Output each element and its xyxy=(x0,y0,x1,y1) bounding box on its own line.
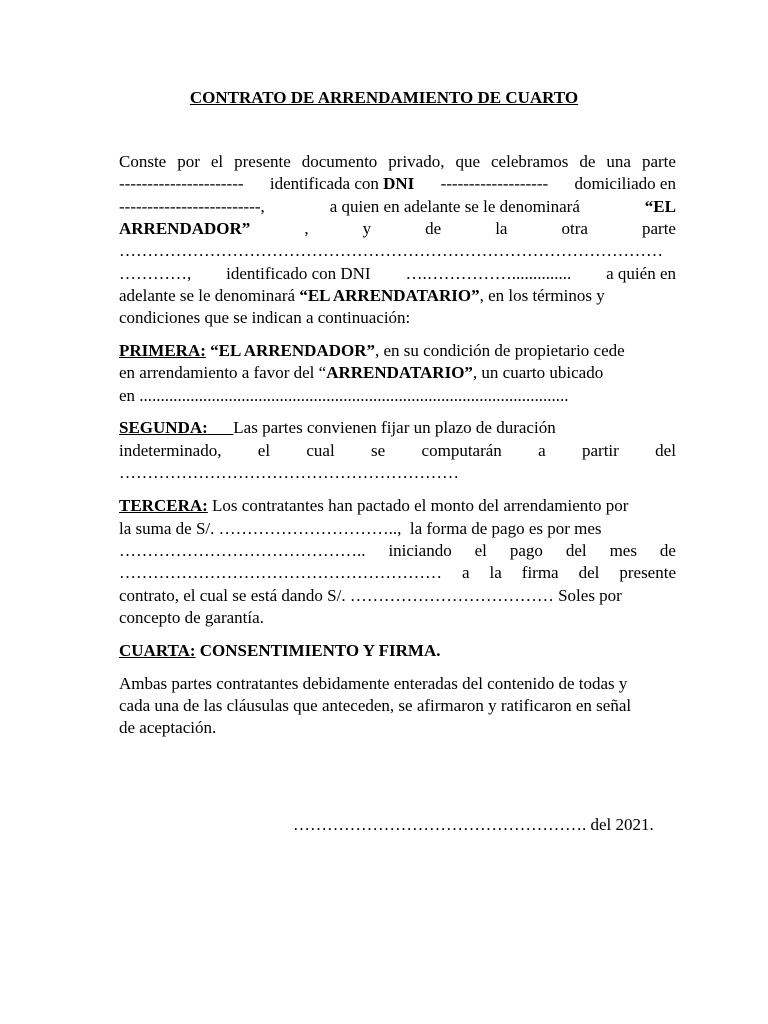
tercera-line-5: contrato, el cual se está dando S/. ……………………………… Soles por xyxy=(119,586,622,605)
intro-line-1 xyxy=(119,151,676,173)
intro-line-8: condiciones que se indican a continuación: xyxy=(119,308,411,327)
word: la xyxy=(495,219,508,238)
word: presente xyxy=(234,152,291,171)
text: a quién en xyxy=(606,264,676,283)
document-title: CONTRATO DE ARRENDAMIENTO DE CUARTO xyxy=(189,88,579,107)
word: cual xyxy=(306,441,335,460)
word: se xyxy=(371,441,386,460)
intro-line-4 xyxy=(119,218,676,240)
word: celebramos xyxy=(491,152,569,171)
word: parte xyxy=(641,152,676,171)
intro-line-7 xyxy=(119,285,676,307)
blank-field: …………………………………….. xyxy=(119,541,366,560)
intro-line-3 xyxy=(119,196,676,218)
date-line: ……………………………………………. del 2021. xyxy=(293,815,654,834)
arrendador-label: ARRENDADOR” xyxy=(119,219,251,238)
text: , en su condición de propietario cede xyxy=(374,341,625,360)
word: de xyxy=(579,152,596,171)
clause-heading: SEGUNDA: xyxy=(119,418,208,437)
intro-line-6 xyxy=(119,263,676,285)
word: documento xyxy=(301,152,378,171)
text: en arrendamiento a favor del “ xyxy=(119,363,327,382)
bold-text: “EL ARRENDADOR” xyxy=(210,341,375,360)
blank-field: ………………………………………………… xyxy=(119,563,442,582)
word: del xyxy=(565,541,587,560)
text: Las partes convienen fijar un plazo de duración xyxy=(233,418,556,437)
word: del xyxy=(578,563,600,582)
word: de xyxy=(425,219,442,238)
text: domiciliado en xyxy=(574,174,676,193)
word: parte xyxy=(641,219,676,238)
tercera-line-3 xyxy=(119,540,676,562)
clause-heading: TERCERA: xyxy=(119,496,208,515)
clause-heading: PRIMERA: xyxy=(119,341,206,360)
word: que xyxy=(455,152,481,171)
word: a xyxy=(538,441,546,460)
blank-field: ---------------------- xyxy=(119,174,244,193)
segunda-line-1 xyxy=(119,417,556,439)
bold-text: “EL xyxy=(644,197,676,216)
word: presente xyxy=(619,563,676,582)
clause-title: CONSENTIMIENTO Y FIRMA. xyxy=(195,641,441,660)
primera-line-3: en ..................................................................................................... xyxy=(119,386,569,405)
tercera-line-6: concepto de garantía. xyxy=(119,608,264,627)
text: identificada con xyxy=(269,174,379,193)
word: computarán xyxy=(421,441,502,460)
text: , en los términos y xyxy=(479,286,605,305)
primera-line-1 xyxy=(119,340,625,362)
word: privado, xyxy=(388,152,445,171)
blank-field: …………, xyxy=(119,264,192,283)
bold-text: ARRENDATARIO” xyxy=(326,363,473,382)
tercera-line-2: la suma de S/. ………………………….., la forma de pago es por mes xyxy=(119,519,602,538)
word: de xyxy=(659,541,676,560)
text-segment xyxy=(270,173,414,195)
word: el xyxy=(210,152,224,171)
word: el xyxy=(474,541,487,560)
blank-field: ------------------- xyxy=(440,174,549,193)
word: mes xyxy=(609,541,637,560)
blank-field: -------------------------, xyxy=(119,197,265,216)
word: una xyxy=(606,152,631,171)
cuarta-heading-line xyxy=(119,640,440,662)
text: adelante se le denominará xyxy=(119,286,296,305)
word: la xyxy=(489,563,502,582)
cuarta-line-3: de aceptación. xyxy=(119,718,217,737)
blank-field: ….…………….............. xyxy=(405,264,572,283)
word: a xyxy=(461,563,470,582)
text: a quien en adelante se le denominará xyxy=(329,197,580,216)
word: Conste xyxy=(119,152,167,171)
dni-label: DNI xyxy=(383,174,415,193)
word: otra xyxy=(561,219,588,238)
segunda-line-3: …………………………………………………… xyxy=(119,463,459,482)
word: del xyxy=(655,441,676,460)
cuarta-line-2: cada una de las cláusulas que anteceden, se afirmaron y ratificaron en señal xyxy=(119,696,632,715)
text-segment xyxy=(119,285,605,307)
word: iniciando xyxy=(388,541,452,560)
segunda-line-2 xyxy=(119,440,676,462)
arrendatario-label: “EL ARRENDATARIO” xyxy=(299,286,480,305)
tercera-line-1 xyxy=(119,495,628,517)
word: el xyxy=(257,441,271,460)
intro-line-2 xyxy=(119,173,676,195)
heading-underline-gap xyxy=(208,418,234,437)
word: pago xyxy=(509,541,543,560)
clause-heading: CUARTA: xyxy=(119,641,196,660)
tercera-line-4 xyxy=(119,562,676,584)
text: identificado con DNI xyxy=(226,264,371,283)
cuarta-line-1: Ambas partes contratantes debidamente enteradas del contenido de todas y xyxy=(119,674,628,693)
word: indeterminado, xyxy=(119,441,222,460)
word: partir xyxy=(582,441,619,460)
intro-line-5: …………………………………………………………………………………… xyxy=(119,241,663,260)
word: y xyxy=(362,219,372,238)
text: , un cuarto ubicado xyxy=(472,363,604,382)
primera-line-2 xyxy=(119,362,603,384)
word: , xyxy=(304,219,309,238)
word: por xyxy=(177,152,200,171)
text: Los contratantes han pactado el monto del arrendamiento por xyxy=(212,496,629,515)
word: firma xyxy=(521,563,559,582)
